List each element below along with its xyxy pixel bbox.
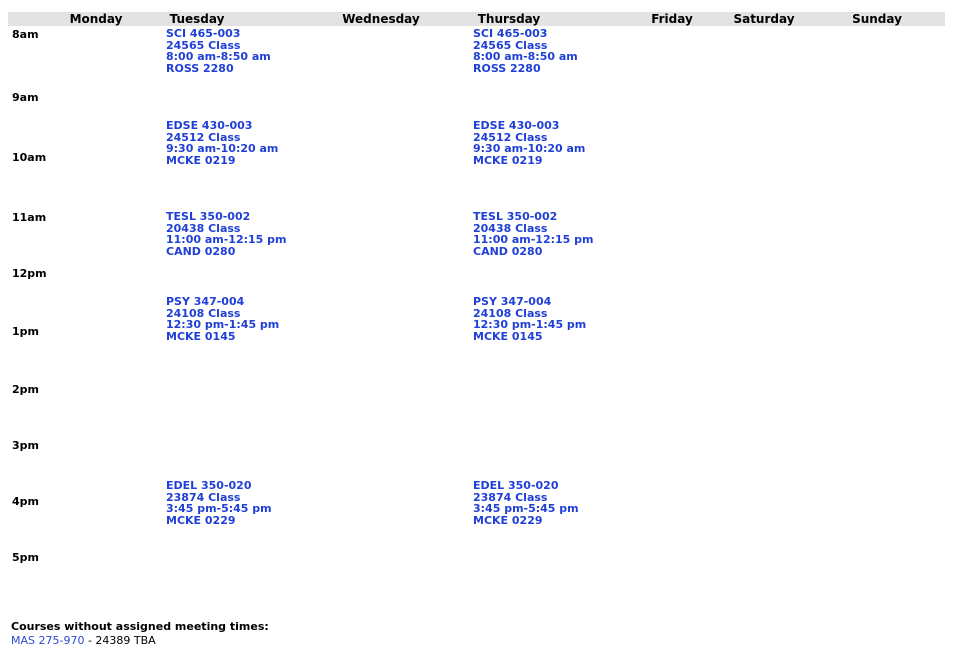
time-label-9am: 9am (12, 91, 39, 104)
class-course: PSY 347-004 (473, 295, 552, 308)
class-room: MCKE 0229 (166, 513, 236, 527)
time-label-10am: 10am (12, 151, 47, 164)
class-time: 11:00 am-12:15 pm (473, 233, 594, 246)
class-course: EDEL 350-020 (166, 479, 252, 492)
class-crn: 20438 Class (473, 221, 548, 235)
time-label-5pm: 5pm (12, 551, 39, 564)
class-time: 11:00 am-12:15 pm (166, 233, 287, 246)
class-room: MCKE 0229 (473, 513, 543, 527)
class-course: TESL 350-002 (473, 210, 558, 223)
class-block-sci-465-tuesday[interactable] (166, 28, 271, 74)
class-room: CAND 0280 (473, 244, 543, 258)
class-block-edel-350-thursday[interactable] (473, 480, 579, 526)
class-crn: 24512 Class (473, 130, 548, 144)
unassigned-courses-section (11, 620, 269, 648)
day-header-monday: Monday (69, 12, 123, 26)
class-time: 12:30 pm-1:45 pm (166, 318, 280, 331)
class-time: 3:45 pm-5:45 pm (473, 502, 579, 515)
class-time: 9:30 am-10:20 am (473, 142, 586, 155)
class-crn: 24565 Class (473, 38, 548, 52)
unassigned-course-link[interactable]: MAS 275-970 (11, 634, 85, 647)
day-header-saturday: Saturday (733, 12, 795, 26)
class-time: 8:00 am-8:50 am (166, 50, 271, 63)
class-time: 12:30 pm-1:45 pm (473, 318, 587, 331)
class-course: EDSE 430-003 (473, 119, 560, 132)
day-header-thursday: Thursday (477, 12, 541, 26)
class-room: MCKE 0145 (166, 329, 236, 343)
class-course: SCI 465-003 (473, 27, 548, 40)
time-label-8am: 8am (12, 28, 39, 41)
class-course: TESL 350-002 (166, 210, 251, 223)
time-label-1pm: 1pm (12, 325, 39, 338)
class-course: SCI 465-003 (166, 27, 241, 40)
class-block-edse-430-thursday[interactable] (473, 120, 585, 166)
unassigned-courses-title: Courses without assigned meeting times: (11, 620, 269, 633)
class-time: 8:00 am-8:50 am (473, 50, 578, 63)
class-block-tesl-350-thursday[interactable] (473, 211, 593, 257)
class-block-psy-347-tuesday[interactable] (166, 296, 279, 342)
class-room: MCKE 0219 (166, 153, 236, 167)
time-label-2pm: 2pm (12, 383, 39, 396)
class-time: 9:30 am-10:20 am (166, 142, 279, 155)
class-block-tesl-350-tuesday[interactable] (166, 211, 286, 257)
class-crn: 24512 Class (166, 130, 241, 144)
class-time: 3:45 pm-5:45 pm (166, 502, 272, 515)
class-room: ROSS 2280 (473, 61, 541, 75)
class-crn: 20438 Class (166, 221, 241, 235)
class-room: MCKE 0145 (473, 329, 543, 343)
class-room: ROSS 2280 (166, 61, 234, 75)
class-crn: 23874 Class (473, 490, 548, 504)
class-room: MCKE 0219 (473, 153, 543, 167)
class-block-sci-465-thursday[interactable] (473, 28, 578, 74)
unassigned-course-detail: - 24389 TBA (84, 634, 156, 647)
time-label-4pm: 4pm (12, 495, 39, 508)
class-block-edel-350-tuesday[interactable] (166, 480, 272, 526)
day-header-friday: Friday (651, 12, 693, 26)
day-header-wednesday: Wednesday (342, 12, 420, 26)
class-room: CAND 0280 (166, 244, 236, 258)
time-label-12pm: 12pm (12, 267, 47, 280)
class-block-psy-347-thursday[interactable] (473, 296, 586, 342)
day-header-sunday: Sunday (852, 12, 902, 26)
class-crn: 24565 Class (166, 38, 241, 52)
class-block-edse-430-tuesday[interactable] (166, 120, 278, 166)
class-crn: 24108 Class (473, 306, 548, 320)
class-course: EDEL 350-020 (473, 479, 559, 492)
class-crn: 23874 Class (166, 490, 241, 504)
class-course: PSY 347-004 (166, 295, 245, 308)
class-course: EDSE 430-003 (166, 119, 253, 132)
time-label-3pm: 3pm (12, 439, 39, 452)
class-crn: 24108 Class (166, 306, 241, 320)
time-label-11am: 11am (12, 211, 47, 224)
day-header-tuesday: Tuesday (169, 12, 225, 26)
